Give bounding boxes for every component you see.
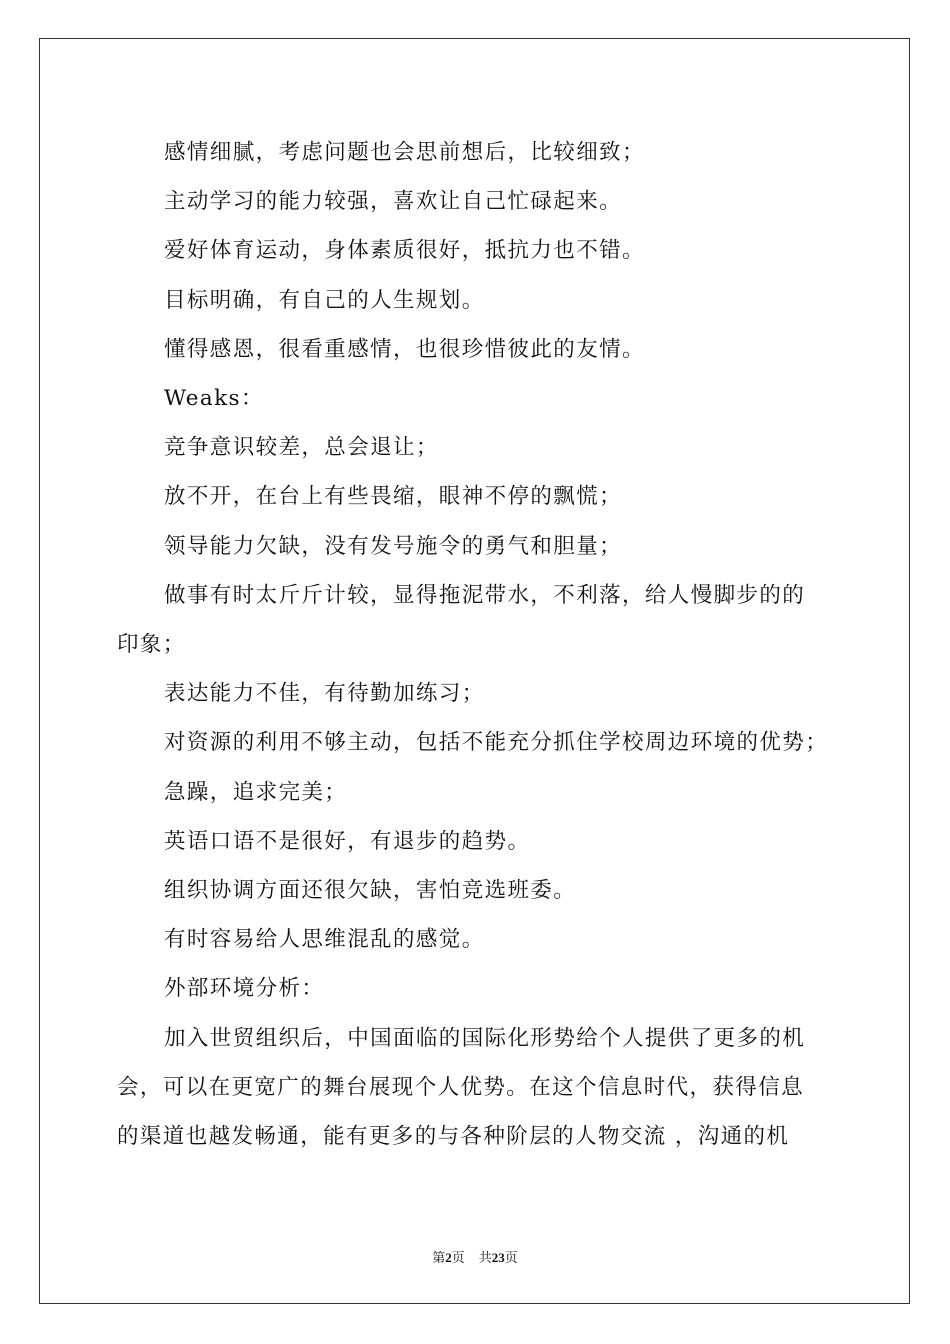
paragraph: [117, 669, 837, 718]
text-line: 组织协调方面还很欠缺，害怕竞选班委。: [164, 878, 577, 904]
text-line: 领导能力欠缺，没有发号施令的勇气和胆量；: [164, 533, 623, 559]
paragraph: [117, 177, 837, 226]
paragraph: [117, 226, 837, 275]
text-line: 外部环境分析：: [164, 976, 325, 1002]
total-pages: 23: [491, 1250, 505, 1265]
paragraph: [117, 817, 837, 866]
paragraph: [117, 768, 837, 817]
text-line: 加入世贸组织后，中国面临的国际化形势给个人提供了更多的机: [164, 1025, 806, 1051]
text-line: 对资源的利用不够主动，包括不能充分抓住学校周边环境的优势；: [164, 730, 829, 756]
paragraph-continuation: [117, 1063, 837, 1112]
document-body: [117, 128, 837, 1161]
total-label-prefix: 共: [478, 1251, 492, 1266]
text-line: 有时容易给人思维混乱的感觉。: [164, 927, 485, 953]
paragraph: [117, 128, 837, 177]
text-line: 表达能力不佳，有待勤加练习；: [164, 681, 485, 707]
section-heading-external-environment: [117, 964, 837, 1013]
text-line: 爱好体育运动，身体素质很好，抵抗力也不错。: [164, 238, 645, 264]
paragraph: [117, 423, 837, 472]
page-footer: [0, 1247, 950, 1266]
paragraph-continuation: [117, 620, 837, 669]
text-line: 印象；: [117, 632, 186, 658]
section-heading-weaks: [117, 374, 837, 423]
page-label-suffix: 页: [451, 1251, 465, 1266]
paragraph: [117, 915, 837, 964]
text-line: 放不开，在台上有些畏缩，眼神不停的飘慌；: [164, 484, 623, 510]
text-line: 急躁，追求完美；: [164, 779, 348, 805]
paragraph: [117, 325, 837, 374]
text-line: 英语口语不是很好，有退步的趋势。: [164, 828, 531, 854]
paragraph: [117, 866, 837, 915]
text-line: 竞争意识较差，总会退让；: [164, 435, 439, 461]
text-line: 做事有时太斤斤计较，显得拖泥带水，不利落，给人慢脚步的的: [164, 582, 806, 608]
text-line: Weaks：: [164, 386, 264, 412]
paragraph: [117, 276, 837, 325]
page-label-prefix: 第: [432, 1251, 446, 1266]
text-line: 的渠道也越发畅通，能有更多的与各种阶层的人物交流 ，沟通的机: [117, 1124, 790, 1150]
text-line: 会，可以在更宽广的舞台展现个人优势。在这个信息时代，获得信息: [117, 1074, 805, 1100]
page-number: 2: [445, 1250, 452, 1265]
paragraph: [117, 472, 837, 521]
paragraph: [117, 522, 837, 571]
paragraph-continuation: [117, 1112, 837, 1161]
total-label-suffix: 页: [504, 1251, 518, 1266]
text-line: 懂得感恩，很看重感情，也很珍惜彼此的友情。: [164, 336, 645, 362]
paragraph: [117, 571, 837, 620]
text-line: 感情细腻，考虑问题也会思前想后，比较细致；: [164, 140, 645, 165]
text-line: 目标明确，有自己的人生规划。: [164, 287, 485, 313]
text-line: 主动学习的能力较强，喜欢让自己忙碌起来。: [164, 189, 623, 215]
paragraph: [117, 718, 837, 767]
paragraph: [117, 1014, 837, 1063]
